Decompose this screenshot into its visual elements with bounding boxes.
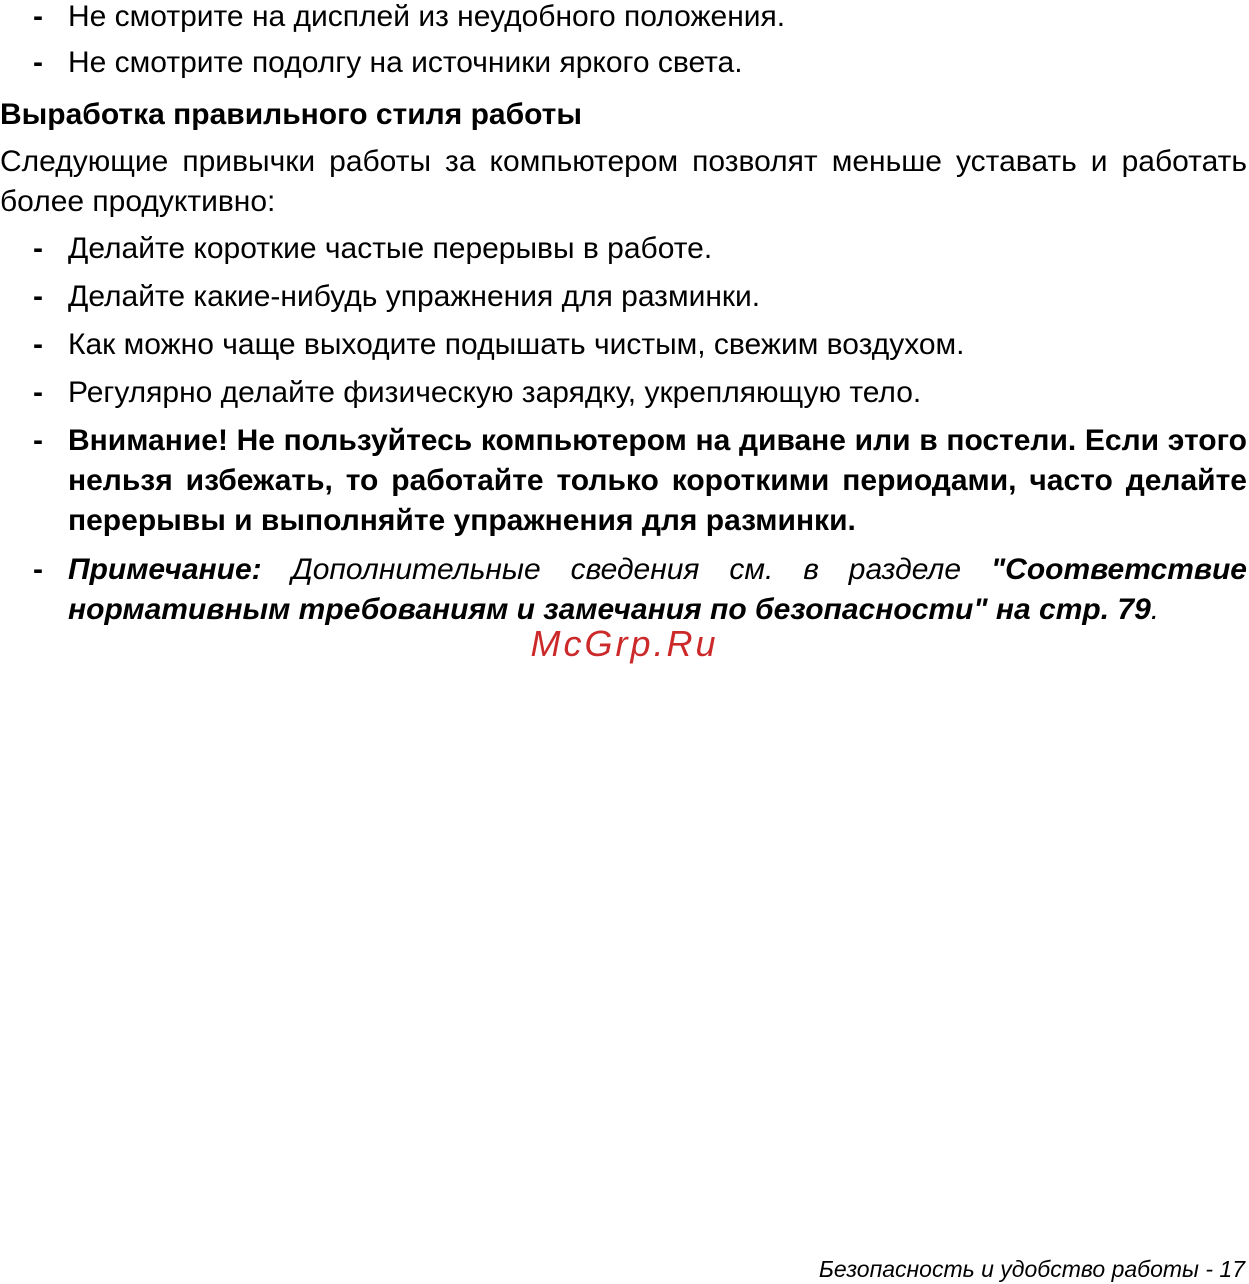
list-dash: - — [33, 553, 43, 586]
list-dash: - — [33, 46, 43, 79]
list-dash: - — [33, 424, 43, 457]
list-dash: - — [33, 232, 43, 265]
note-text — [68, 550, 1247, 630]
intro-paragraph: Следующие привычки работы за компьютером позволят меньше уставать и работать более продуктивно: — [0, 145, 1247, 218]
list-item-text: Как можно чаще выходите подышать чистым, свежим воздухом. — [68, 328, 965, 361]
list-dash: - — [33, 376, 43, 409]
list-item-text: Не смотрите подолгу на источники яркого света. — [68, 46, 743, 79]
list-dash: - — [33, 0, 43, 33]
watermark: McGrp.Ru — [530, 623, 719, 664]
page-footer: Безопасность и удобство работы - 17 — [818, 1256, 1245, 1282]
section-heading: Выработка правильного стиля работы — [0, 98, 582, 131]
note-reference-link[interactable]: "Соответствие нормативным требованиям и замечания по безопасности" на стр. 79 — [68, 553, 1247, 626]
list-item-text: Делайте какие-нибудь упражнения для разминки. — [68, 280, 761, 313]
list-item-text: Делайте короткие частые перерывы в работе. — [68, 232, 713, 265]
list-dash: - — [33, 328, 43, 361]
list-item-text: Регулярно делайте физическую зарядку, укрепляющую тело. — [68, 376, 922, 409]
list-dash: - — [33, 280, 43, 313]
warning-text: Внимание! Не пользуйтесь компьютером на диване или в постели. Если этого нельзя избежать, то работайте только короткими периодами, часто делайте перерывы и выполняйте упражнения для разминки. — [68, 424, 1247, 537]
list-item-text: Не смотрите на дисплей из неудобного положения. — [68, 0, 786, 33]
note-label: Примечание: — [68, 553, 262, 586]
note-body: Дополнительные сведения см. в разделе — [291, 553, 962, 586]
note-end: . — [1150, 593, 1160, 626]
